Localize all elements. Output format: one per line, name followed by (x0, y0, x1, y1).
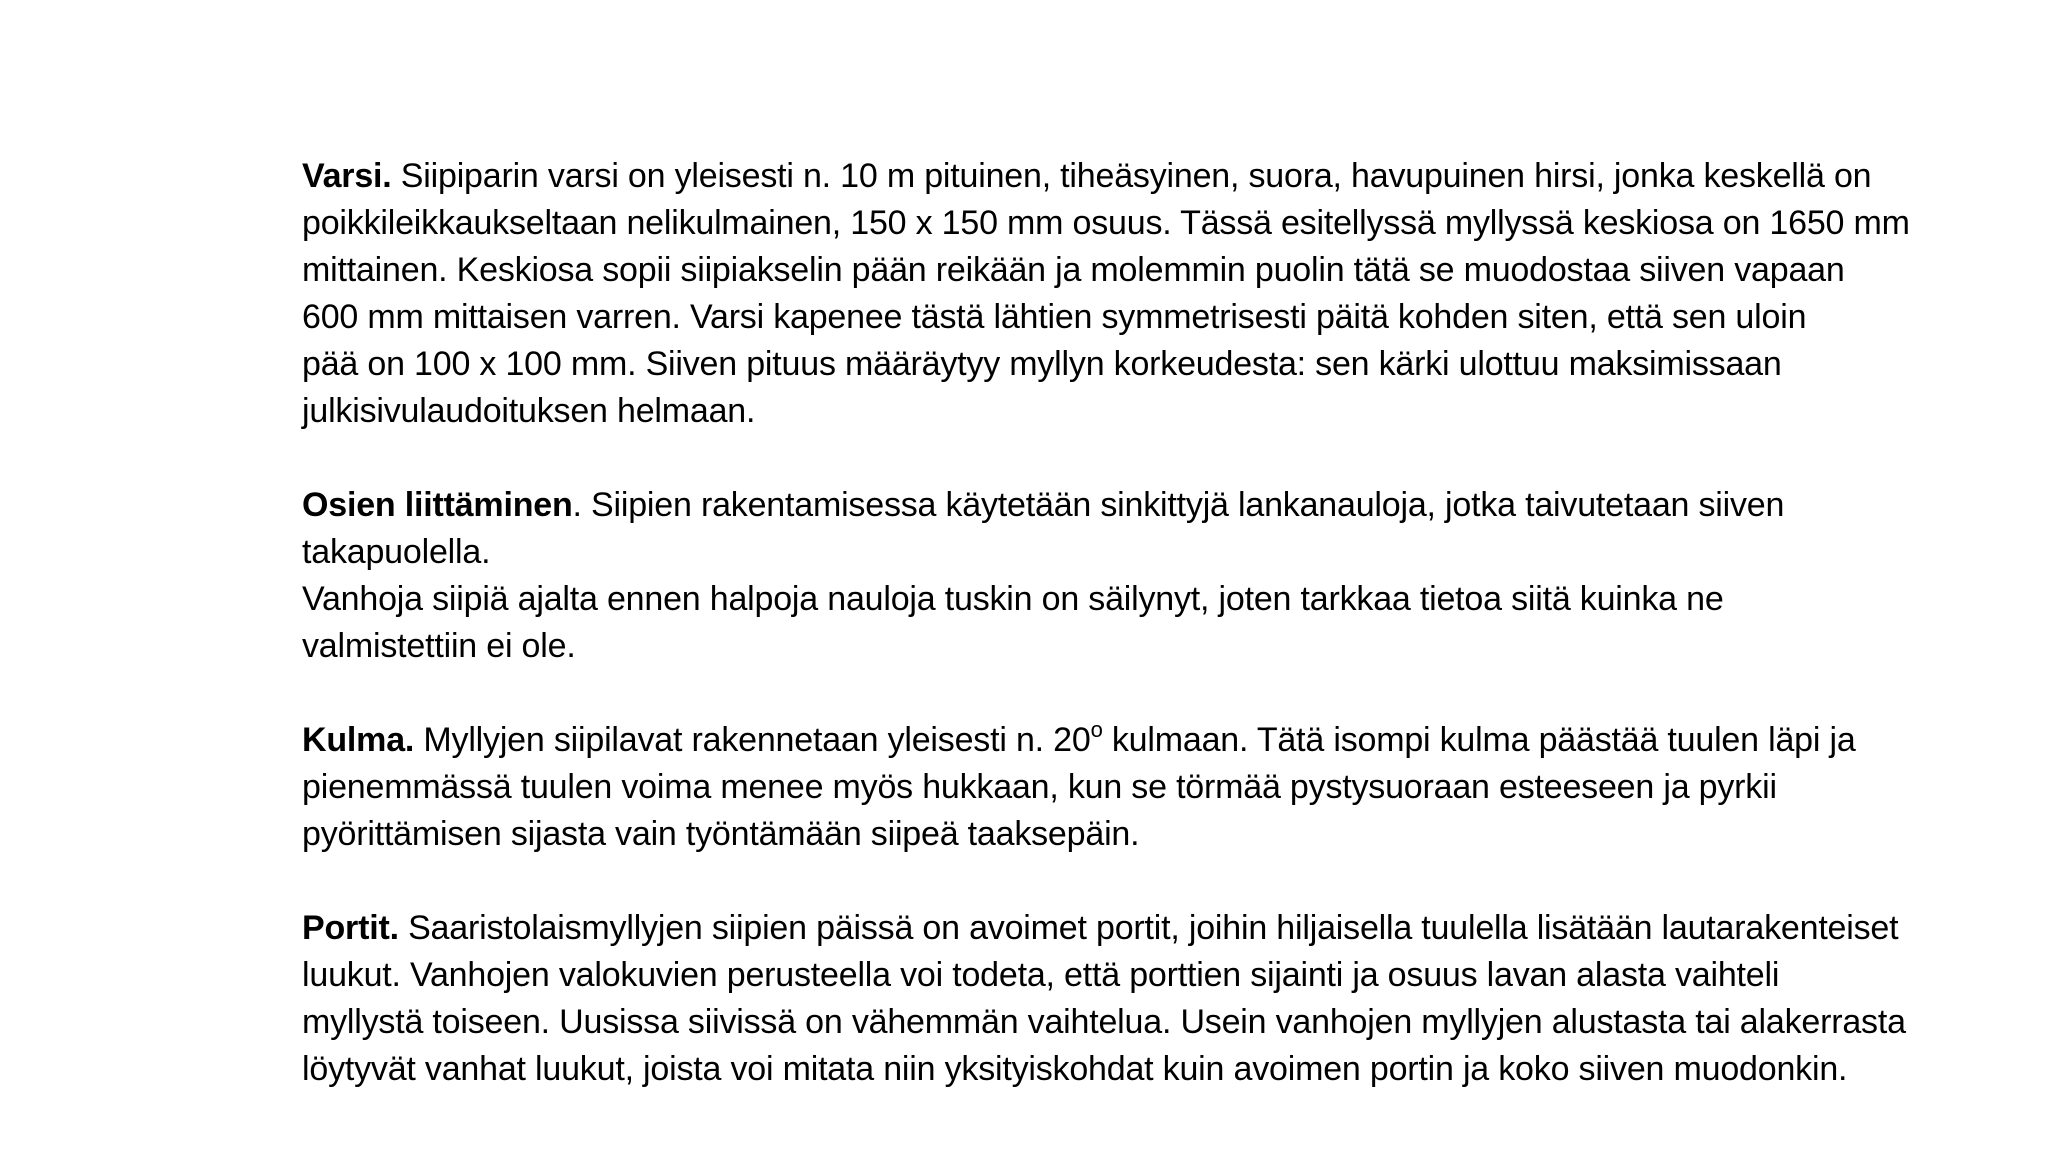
paragraph-line: pienemmässä tuulen voima menee myös hukkaan, kun se törmää pystysuoraan esteeseen ja pyrkii (302, 768, 1777, 806)
paragraph-text: Siipiparin varsi on yleisesti n. 10 m pituinen, tiheäsyinen, suora, havupuinen hirsi, jonka keskellä on (391, 157, 1872, 195)
paragraph-kulma (302, 717, 2022, 858)
paragraph-line: Vanhoja siipiä ajalta ennen halpoja nauloja tuskin on säilynyt, joten tarkkaa tietoa siitä kuinka ne (302, 580, 1724, 618)
paragraph-varsi (302, 153, 2022, 435)
paragraph-text: Saaristolaismyllyjen siipien päissä on avoimet portit, joihin hiljaisella tuulella lisätään lautarakenteiset (398, 909, 1899, 947)
paragraph-portit (302, 905, 2022, 1093)
paragraph-line: 600 mm mittaisen varren. Varsi kapenee tästä lähtien symmetrisesti päitä kohden siten, että sen uloin (302, 298, 1807, 336)
paragraph-line: takapuolella. (302, 533, 491, 571)
paragraph-line: pyörittämisen sijasta vain työntämään siipeä taaksepäin. (302, 815, 1140, 853)
paragraph-line: valmistettiin ei ole. (302, 627, 576, 665)
paragraph-line: julkisivulaudoituksen helmaan. (302, 392, 756, 430)
paragraph-line: löytyvät vanhat luukut, joista voi mitata niin yksityiskohdat kuin avoimen portin ja koko siiven muodonkin. (302, 1050, 1848, 1088)
paragraph-line (302, 482, 2022, 529)
paragraph-line: mittainen. Keskiosa sopii siipiakselin pään reikään ja molemmin puolin tätä se muodostaa siiven vapaan (302, 251, 1845, 289)
paragraph-line (302, 905, 2022, 952)
text-body (302, 153, 2022, 1093)
paragraph-line (302, 153, 2022, 200)
paragraph-line (302, 717, 2022, 764)
degree-superscript: o (1090, 716, 1103, 742)
paragraph-line: luukut. Vanhojen valokuvien perusteella voi todeta, että porttien sijainti ja osuus lavan alasta vaihteli (302, 956, 1780, 994)
paragraph-line: myllystä toiseen. Uusissa siivissä on vähemmän vaihtelua. Usein vanhojen myllyjen alustasta tai alakerrasta (302, 1003, 1906, 1041)
paragraph-line: poikkileikkaukseltaan nelikulmainen, 150 x 150 mm osuus. Tässä esitellyssä myllyssä keskiosa on 1650 mm (302, 204, 1910, 242)
paragraph-text: Myllyjen siipilavat rakennetaan yleisesti n. 20 (414, 721, 1091, 759)
heading-portit: Portit. (302, 909, 399, 947)
paragraph-text: kulmaan. Tätä isompi kulma päästää tuulen läpi ja (1102, 721, 1856, 759)
heading-varsi: Varsi. (302, 157, 392, 195)
paragraph-text: . Siipien rakentamisessa käytetään sinkittyjä lankanauloja, jotka taivutetaan siiven (572, 486, 1785, 524)
paragraph-osien-liittaminen (302, 482, 2022, 670)
heading-kulma: Kulma. (302, 721, 415, 759)
paragraph-line: pää on 100 x 100 mm. Siiven pituus määräytyy myllyn korkeudesta: sen kärki ulottuu maksimissaan (302, 345, 1782, 383)
heading-osien-liittaminen: Osien liittäminen (302, 486, 573, 524)
